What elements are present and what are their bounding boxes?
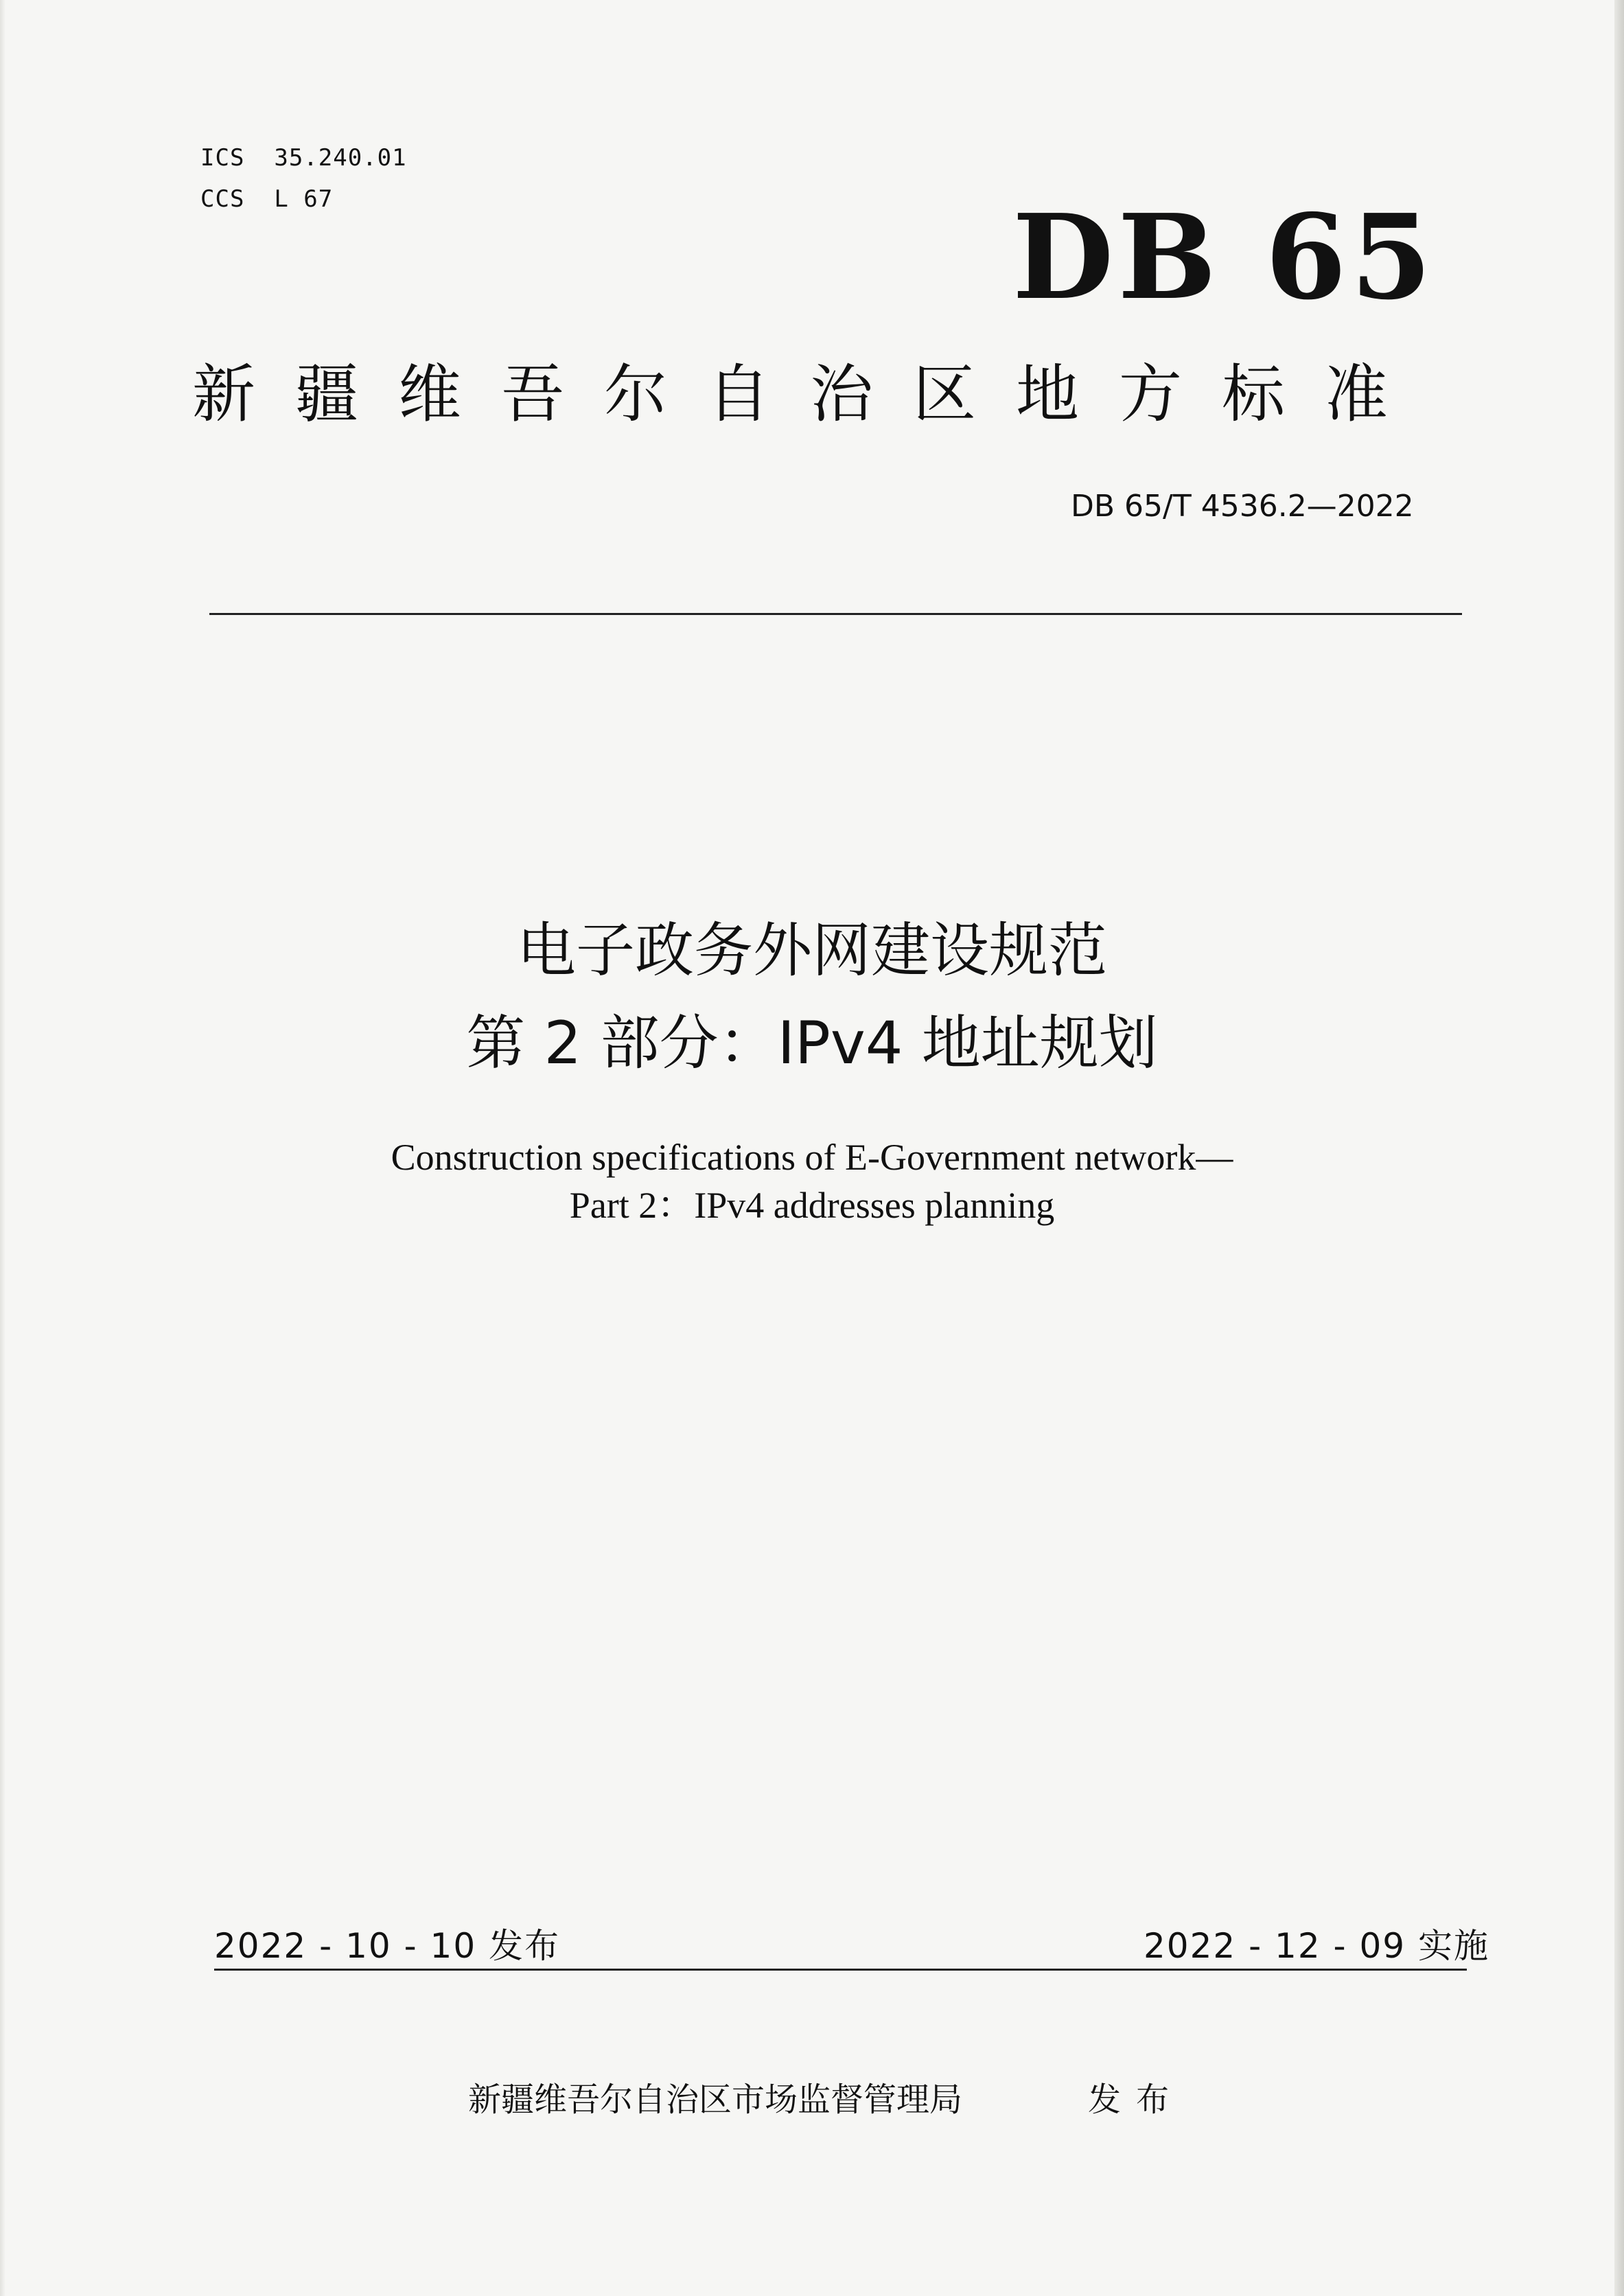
footer-divider xyxy=(214,1969,1467,1971)
chinese-title-line-2: 第 2 部分：IPv4 地址规划 xyxy=(466,1009,1158,1078)
ics-code: ICS 35.240.01 xyxy=(200,144,407,172)
issuing-authority: 新疆维吾尔自治区市场监督管理局 xyxy=(468,2080,963,2119)
issuing-action: 发布 xyxy=(1088,2080,1185,2119)
header-divider xyxy=(209,613,1462,615)
ccs-code: CCS L 67 xyxy=(200,185,334,213)
implementation-date: 2022 - 12 - 09 实施 xyxy=(1143,1926,1489,1966)
db-logo: DB 65 xyxy=(1012,189,1436,326)
english-title-line-1: Construction specifications of E-Government network— xyxy=(391,1137,1233,1178)
standard-number: DB 65/T 4536.2—2022 xyxy=(1071,489,1414,524)
chinese-title-line-1: 电子政务外网建设规范 xyxy=(517,916,1107,985)
issue-date: 2022 - 10 - 10 发布 xyxy=(214,1926,561,1966)
english-title-line-2: Part 2：IPv4 addresses planning xyxy=(569,1185,1055,1226)
standard-title: 新疆维吾尔自治区地方标准 xyxy=(192,358,1428,431)
